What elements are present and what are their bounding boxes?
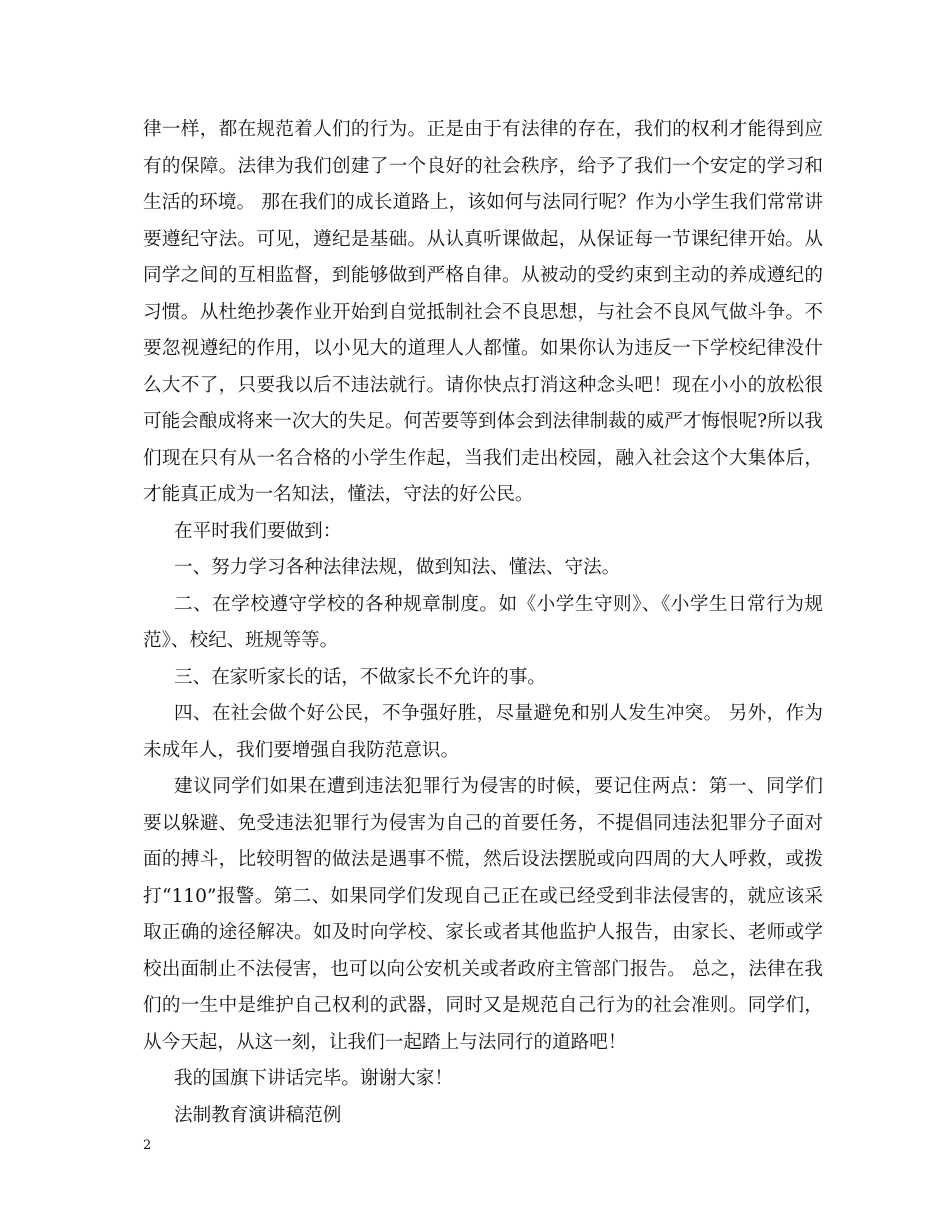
paragraph-1: 律一样，都在规范着人们的行为。正是由于有法律的存在，我们的权利才能得到应有的保障。法律为我们创建了一个良好的社会秩序，给予了我们一个安定的学习和生活的环境。 那在我们的成长道路上，该如何与法同行呢？作为小学生我们常常讲要遵纪守法。可见，遵纪是基础。从认真听课做起，从保证每一节课纪律开始。从同学之间的互相监督，到能够做到严格自律。从被动的受约束到主动的养成遵纪的习惯。从杜绝抄袭作业开始到自觉抵制社会不良思想，与社会不良风气做斗争。不要忽视遵纪的作用，以小见大的道理人人都懂。如果你认为违反一下学校纪律没什么大不了，只要我以后不违法就行。请你快点打消这种念头吧！现在小小的放松很可能会酿成将来一次大的失足。何苦要等到体会到法律制裁的威严才悔恨呢?所以我们现在只有从一名合格的小学生作起，当我们走出校园，融入社会这个大集体后，才能真正成为一名知法，懂法，守法的好公民。 [143, 119, 823, 505]
paragraph-9: 法制教育演讲稿范例 [174, 1104, 342, 1126]
body-text [143, 112, 823, 1134]
paragraph-7: 建议同学们如果在遭到违法犯罪行为侵害的时候，要记住两点：第一、同学们要以躲避、免受违法犯罪行为侵害为自己的首要任务，不提倡同违法犯罪分子面对面的搏斗，比较明智的做法是遇事不慌，然后设法摆脱或向四周的大人呼救，或拨打“110”报警。第二、如果同学们发现自己正在或已经受到非法侵害的，就应该采取正确的途径解决。如及时向学校、家长或者其他监护人报告，由家长、老师或学校出面制止不法侵害，也可以向公安机关或者政府主管部门报告。 总之，法律在我们的一生中是维护自己权利的武器，同时又是规范自己行为的社会准则。同学们，从今天起，从这一刻，让我们一起踏上与法同行的道路吧！ [143, 776, 823, 1053]
paragraph-3: 一、努力学习各种法律法规，做到知法、懂法、守法。 [174, 557, 621, 578]
paragraph-8: 我的国旗下讲话完毕。谢谢大家！ [174, 1068, 453, 1089]
paragraph-5: 三、在家听家长的话，不做家长不允许的事。 [174, 666, 546, 688]
page-number: 2 [143, 1138, 152, 1153]
paragraph-4: 二、在学校遵守学校的各种规章制度。如《小学生守则》、《小学生日常行为规范》、校纪、班规等等。 [143, 593, 823, 651]
paragraph-6: 四、在社会做个好公民，不争强好胜，尽量避免和别人发生冲突。 另外，作为未成年人，我们要增强自我防范意识。 [143, 703, 823, 761]
paragraph-2: 在平时我们要做到： [174, 520, 342, 542]
